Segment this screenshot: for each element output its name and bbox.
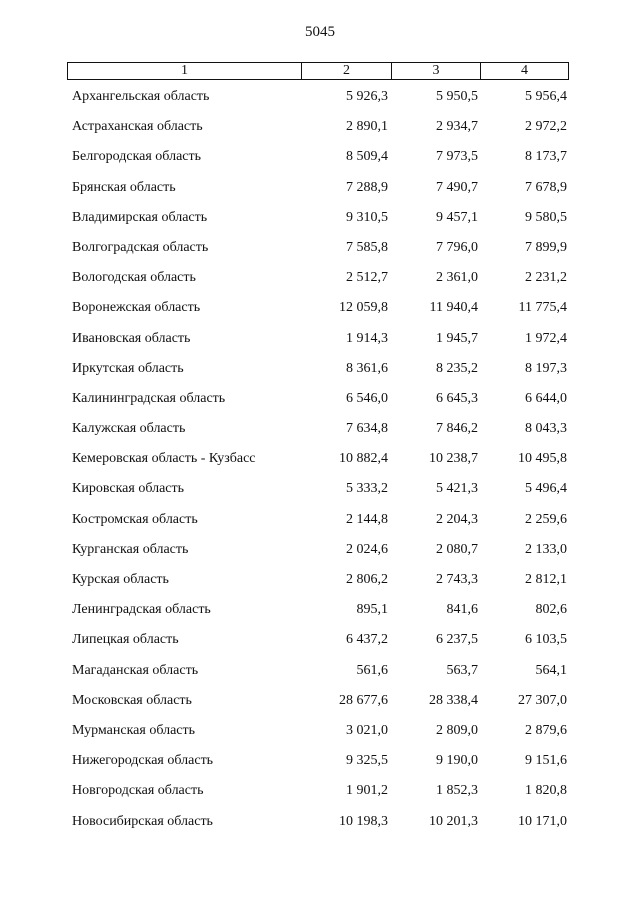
table-row: [0, 115, 640, 145]
table-row: [0, 85, 640, 115]
value-col3-cell: 563,7: [446, 662, 478, 678]
table-row: [0, 628, 640, 658]
value-col4-cell: 6 644,0: [525, 390, 567, 406]
region-name-cell: Кировская область: [72, 481, 185, 497]
value-col4-cell: 5 956,4: [525, 89, 567, 104]
value-col3-cell: 2 809,0: [436, 722, 478, 738]
value-col3-cell: 1 852,3: [436, 783, 478, 799]
table-row: [0, 568, 640, 598]
value-col4-cell: 6 103,5: [525, 632, 567, 648]
table-body: [0, 85, 640, 840]
table-row: [0, 206, 640, 236]
value-col2-cell: 7 288,9: [346, 179, 388, 195]
value-col4-cell: 5 496,4: [525, 481, 567, 497]
value-col4-cell: 802,6: [535, 602, 567, 618]
table-row: [0, 266, 640, 296]
value-col3-cell: 10 201,3: [429, 813, 478, 829]
value-col4-cell: 7 899,9: [525, 239, 567, 255]
value-col3-cell: 10 238,7: [429, 451, 478, 467]
value-col4-cell: 2 231,2: [525, 270, 567, 286]
value-col3-cell: 5 421,3: [436, 481, 478, 497]
region-name-cell: Воронежская область: [72, 300, 201, 316]
value-col2-cell: 561,6: [356, 662, 388, 678]
table-row: [0, 719, 640, 749]
region-name-cell: Белгородская область: [72, 149, 202, 165]
page-number: 5045: [305, 24, 335, 40]
region-name-cell: Ивановская область: [72, 330, 191, 346]
value-col4-cell: 8 173,7: [525, 149, 567, 165]
value-col2-cell: 1 914,3: [346, 330, 388, 346]
value-col4-cell: 8 197,3: [525, 360, 567, 376]
table-row: [0, 145, 640, 175]
value-col3-cell: 2 743,3: [436, 572, 478, 587]
value-col3-cell: 5 950,5: [436, 89, 478, 104]
value-col2-cell: 5 926,3: [346, 89, 388, 104]
region-name-cell: Новгородская область: [72, 783, 204, 799]
value-col2-cell: 7 585,8: [346, 239, 388, 255]
region-name-cell: Владимирская область: [72, 209, 208, 225]
region-name-cell: Кемеровская область - Кузбасс: [72, 451, 256, 467]
table-row: [0, 598, 640, 628]
value-col2-cell: 2 024,6: [346, 541, 388, 557]
value-col4-cell: 1 820,8: [525, 783, 567, 799]
region-name-cell: Иркутская область: [72, 360, 184, 376]
region-name-cell: Астраханская область: [72, 119, 203, 135]
table-row: [0, 689, 640, 719]
value-col4-cell: 564,1: [535, 662, 567, 678]
value-col3-cell: 2 934,7: [436, 119, 478, 135]
table-row: [0, 236, 640, 266]
value-col2-cell: 12 059,8: [339, 300, 388, 316]
value-col2-cell: 2 806,2: [346, 572, 388, 587]
value-col3-cell: 2 080,7: [436, 541, 478, 557]
value-col2-cell: 2 144,8: [346, 511, 388, 527]
region-name-cell: Калужская область: [72, 421, 186, 437]
region-name-cell: Магаданская область: [72, 662, 199, 678]
table-row: [0, 327, 640, 357]
value-col4-cell: 11 775,4: [518, 300, 567, 316]
value-col2-cell: 5 333,2: [346, 481, 388, 497]
table-row: [0, 357, 640, 387]
column-header-4: 4: [480, 63, 568, 79]
table-row: [0, 508, 640, 538]
table-row: [0, 296, 640, 326]
value-col4-cell: 1 972,4: [525, 330, 567, 346]
table-row: [0, 749, 640, 779]
value-col2-cell: 2 890,1: [346, 119, 388, 135]
region-name-cell: Московская область: [72, 692, 192, 708]
region-name-cell: Архангельская область: [72, 89, 210, 104]
value-col3-cell: 8 235,2: [436, 360, 478, 376]
value-col3-cell: 7 846,2: [436, 421, 478, 437]
region-name-cell: Мурманская область: [72, 722, 196, 738]
value-col2-cell: 3 021,0: [346, 722, 388, 738]
region-name-cell: Курская область: [72, 572, 169, 587]
value-col2-cell: 6 546,0: [346, 390, 388, 406]
value-col2-cell: 9 325,5: [346, 753, 388, 769]
value-col4-cell: 10 495,8: [518, 451, 567, 467]
region-name-cell: Новосибирская область: [72, 813, 213, 829]
value-col4-cell: 10 171,0: [518, 813, 567, 829]
table-row: [0, 538, 640, 568]
value-col4-cell: 8 043,3: [525, 421, 567, 437]
value-col4-cell: 2 812,1: [525, 572, 567, 587]
region-name-cell: Ленинградская область: [72, 602, 211, 618]
table-row: [0, 810, 640, 840]
table-header: [67, 62, 569, 80]
value-col4-cell: 2 972,2: [525, 119, 567, 135]
table-row: [0, 659, 640, 689]
value-col3-cell: 1 945,7: [436, 330, 478, 346]
value-col4-cell: 9 580,5: [525, 209, 567, 225]
region-name-cell: Костромская область: [72, 511, 198, 527]
table-row: [0, 447, 640, 477]
value-col4-cell: 9 151,6: [525, 753, 567, 769]
value-col3-cell: 11 940,4: [429, 300, 478, 316]
value-col4-cell: 27 307,0: [518, 692, 567, 708]
region-name-cell: Брянская область: [72, 179, 176, 195]
value-col2-cell: 10 198,3: [339, 813, 388, 829]
region-name-cell: Нижегородская область: [72, 753, 214, 769]
column-header-1: 1: [181, 63, 188, 78]
table-row: [0, 176, 640, 206]
value-col4-cell: 7 678,9: [525, 179, 567, 195]
column-header-3: 3: [391, 63, 480, 79]
value-col3-cell: 841,6: [446, 602, 478, 618]
value-col3-cell: 7 490,7: [436, 179, 478, 195]
value-col3-cell: 6 645,3: [436, 390, 478, 406]
region-name-cell: Волгоградская область: [72, 239, 209, 255]
table-row: [0, 417, 640, 447]
value-col4-cell: 2 259,6: [525, 511, 567, 527]
value-col3-cell: 28 338,4: [429, 692, 478, 708]
value-col3-cell: 9 190,0: [436, 753, 478, 769]
value-col4-cell: 2 133,0: [525, 541, 567, 557]
value-col2-cell: 8 361,6: [346, 360, 388, 376]
region-name-cell: Курганская область: [72, 541, 189, 557]
value-col2-cell: 9 310,5: [346, 209, 388, 225]
table-row: [0, 387, 640, 417]
value-col3-cell: 7 796,0: [436, 239, 478, 255]
value-col2-cell: 8 509,4: [346, 149, 388, 165]
value-col2-cell: 28 677,6: [339, 692, 388, 708]
value-col3-cell: 9 457,1: [436, 209, 478, 225]
value-col3-cell: 2 204,3: [436, 511, 478, 527]
value-col4-cell: 2 879,6: [525, 722, 567, 738]
table-row: [0, 779, 640, 809]
value-col3-cell: 6 237,5: [436, 632, 478, 648]
value-col3-cell: 7 973,5: [436, 149, 478, 165]
value-col3-cell: 2 361,0: [436, 270, 478, 286]
value-col2-cell: 2 512,7: [346, 270, 388, 286]
region-name-cell: Липецкая область: [72, 632, 179, 648]
table-row: [0, 477, 640, 507]
value-col2-cell: 10 882,4: [339, 451, 388, 467]
value-col2-cell: 6 437,2: [346, 632, 388, 648]
value-col2-cell: 1 901,2: [346, 783, 388, 799]
column-header-2: 2: [301, 63, 391, 79]
region-name-cell: Вологодская область: [72, 270, 196, 286]
region-name-cell: Калининградская область: [72, 390, 226, 406]
value-col2-cell: 895,1: [356, 602, 388, 618]
value-col2-cell: 7 634,8: [346, 421, 388, 437]
